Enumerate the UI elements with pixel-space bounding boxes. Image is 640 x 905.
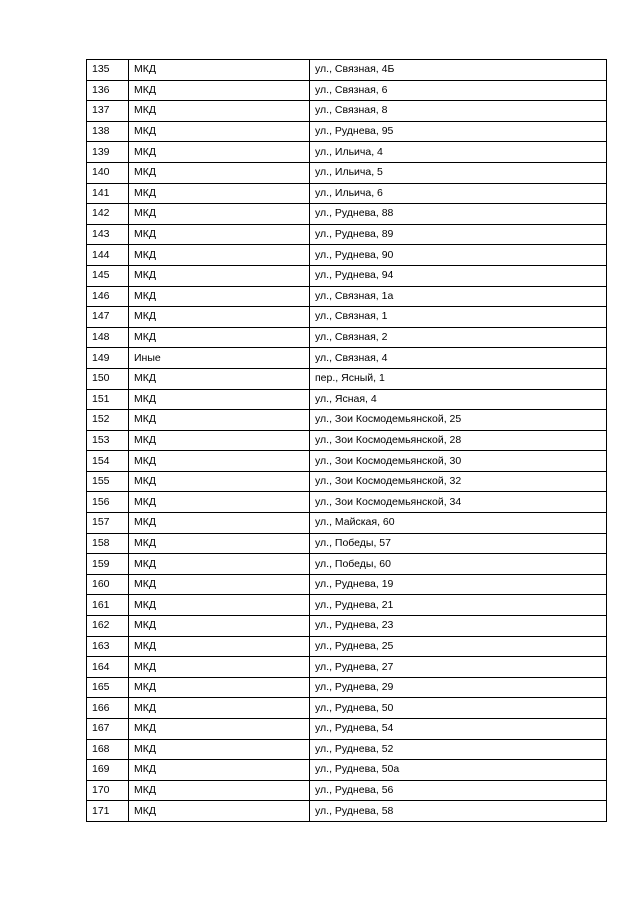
table-row <box>87 636 607 657</box>
object-type-cell: МКД <box>129 183 310 204</box>
object-type-cell: МКД <box>129 492 310 513</box>
object-type-cell: МКД <box>129 595 310 616</box>
object-type-cell: МКД <box>129 224 310 245</box>
row-number-cell: 143 <box>87 224 129 245</box>
object-type-cell: МКД <box>129 80 310 101</box>
table-row <box>87 80 607 101</box>
object-type-cell: МКД <box>129 657 310 678</box>
table-row <box>87 224 607 245</box>
row-number-cell: 135 <box>87 60 129 81</box>
row-number-cell: 140 <box>87 162 129 183</box>
object-type-cell: МКД <box>129 636 310 657</box>
table-row <box>87 142 607 163</box>
table-row <box>87 286 607 307</box>
object-type-cell: МКД <box>129 513 310 534</box>
table-row <box>87 368 607 389</box>
table-row <box>87 574 607 595</box>
object-type-cell: МКД <box>129 471 310 492</box>
row-number-cell: 145 <box>87 265 129 286</box>
address-cell: ул., Связная, 4Б <box>310 60 607 81</box>
address-cell: ул., Связная, 1 <box>310 307 607 328</box>
table-row <box>87 698 607 719</box>
object-type-cell: МКД <box>129 451 310 472</box>
table-row <box>87 554 607 575</box>
address-cell: ул., Победы, 60 <box>310 554 607 575</box>
object-type-cell: МКД <box>129 245 310 266</box>
row-number-cell: 154 <box>87 451 129 472</box>
address-cell: ул., Зои Космодемьянской, 28 <box>310 430 607 451</box>
address-cell: ул., Руднева, 95 <box>310 121 607 142</box>
table-row <box>87 60 607 81</box>
table-row <box>87 348 607 369</box>
address-cell: ул., Руднева, 50 <box>310 698 607 719</box>
row-number-cell: 138 <box>87 121 129 142</box>
table-row <box>87 307 607 328</box>
object-type-cell: МКД <box>129 101 310 122</box>
table-row <box>87 739 607 760</box>
table-row <box>87 780 607 801</box>
row-number-cell: 155 <box>87 471 129 492</box>
row-number-cell: 162 <box>87 616 129 637</box>
row-number-cell: 139 <box>87 142 129 163</box>
address-cell: ул., Ильича, 6 <box>310 183 607 204</box>
table-row <box>87 595 607 616</box>
object-type-cell: МКД <box>129 327 310 348</box>
row-number-cell: 159 <box>87 554 129 575</box>
row-number-cell: 166 <box>87 698 129 719</box>
row-number-cell: 149 <box>87 348 129 369</box>
object-type-cell: МКД <box>129 142 310 163</box>
table-row <box>87 471 607 492</box>
table-row <box>87 451 607 472</box>
address-cell: ул., Ильича, 4 <box>310 142 607 163</box>
table-row <box>87 327 607 348</box>
row-number-cell: 156 <box>87 492 129 513</box>
row-number-cell: 170 <box>87 780 129 801</box>
row-number-cell: 141 <box>87 183 129 204</box>
row-number-cell: 157 <box>87 513 129 534</box>
address-cell: ул., Руднева, 52 <box>310 739 607 760</box>
object-type-cell: МКД <box>129 265 310 286</box>
table-row <box>87 265 607 286</box>
address-cell: ул., Руднева, 58 <box>310 801 607 822</box>
address-cell: ул., Руднева, 56 <box>310 780 607 801</box>
table-row <box>87 245 607 266</box>
address-table-body <box>87 60 607 822</box>
object-type-cell: МКД <box>129 554 310 575</box>
table-row <box>87 719 607 740</box>
address-cell: ул., Связная, 2 <box>310 327 607 348</box>
table-row <box>87 533 607 554</box>
table-row <box>87 162 607 183</box>
address-table <box>86 59 607 822</box>
object-type-cell: МКД <box>129 574 310 595</box>
table-row <box>87 183 607 204</box>
address-cell: ул., Руднева, 89 <box>310 224 607 245</box>
row-number-cell: 150 <box>87 368 129 389</box>
table-row <box>87 121 607 142</box>
table-row <box>87 430 607 451</box>
table-row <box>87 801 607 822</box>
address-cell: ул., Руднева, 27 <box>310 657 607 678</box>
row-number-cell: 165 <box>87 677 129 698</box>
address-cell: ул., Руднева, 90 <box>310 245 607 266</box>
address-cell: ул., Зои Космодемьянской, 32 <box>310 471 607 492</box>
row-number-cell: 171 <box>87 801 129 822</box>
object-type-cell: МКД <box>129 368 310 389</box>
object-type-cell: МКД <box>129 389 310 410</box>
row-number-cell: 169 <box>87 760 129 781</box>
address-cell: ул., Руднева, 23 <box>310 616 607 637</box>
table-row <box>87 677 607 698</box>
row-number-cell: 152 <box>87 410 129 431</box>
row-number-cell: 161 <box>87 595 129 616</box>
address-cell: ул., Ясная, 4 <box>310 389 607 410</box>
address-cell: ул., Руднева, 88 <box>310 204 607 225</box>
address-cell: ул., Зои Космодемьянской, 25 <box>310 410 607 431</box>
address-cell: ул., Руднева, 19 <box>310 574 607 595</box>
row-number-cell: 168 <box>87 739 129 760</box>
row-number-cell: 151 <box>87 389 129 410</box>
address-cell: ул., Руднева, 21 <box>310 595 607 616</box>
address-cell: ул., Связная, 1а <box>310 286 607 307</box>
row-number-cell: 158 <box>87 533 129 554</box>
row-number-cell: 167 <box>87 719 129 740</box>
table-row <box>87 657 607 678</box>
table-row <box>87 389 607 410</box>
object-type-cell: МКД <box>129 801 310 822</box>
row-number-cell: 153 <box>87 430 129 451</box>
table-row <box>87 616 607 637</box>
address-cell: ул., Майская, 60 <box>310 513 607 534</box>
table-row <box>87 513 607 534</box>
table-row <box>87 492 607 513</box>
address-cell: ул., Руднева, 50а <box>310 760 607 781</box>
row-number-cell: 136 <box>87 80 129 101</box>
object-type-cell: МКД <box>129 677 310 698</box>
address-cell: ул., Зои Космодемьянской, 34 <box>310 492 607 513</box>
address-cell: ул., Связная, 8 <box>310 101 607 122</box>
row-number-cell: 163 <box>87 636 129 657</box>
object-type-cell: МКД <box>129 760 310 781</box>
object-type-cell: МКД <box>129 533 310 554</box>
address-cell: пер., Ясный, 1 <box>310 368 607 389</box>
object-type-cell: МКД <box>129 121 310 142</box>
row-number-cell: 146 <box>87 286 129 307</box>
object-type-cell: МКД <box>129 780 310 801</box>
object-type-cell: МКД <box>129 286 310 307</box>
address-cell: ул., Руднева, 54 <box>310 719 607 740</box>
object-type-cell: Иные <box>129 348 310 369</box>
object-type-cell: МКД <box>129 60 310 81</box>
address-cell: ул., Руднева, 25 <box>310 636 607 657</box>
address-cell: ул., Ильича, 5 <box>310 162 607 183</box>
object-type-cell: МКД <box>129 698 310 719</box>
row-number-cell: 142 <box>87 204 129 225</box>
address-cell: ул., Связная, 4 <box>310 348 607 369</box>
address-cell: ул., Руднева, 29 <box>310 677 607 698</box>
row-number-cell: 137 <box>87 101 129 122</box>
row-number-cell: 147 <box>87 307 129 328</box>
object-type-cell: МКД <box>129 410 310 431</box>
object-type-cell: МКД <box>129 430 310 451</box>
object-type-cell: МКД <box>129 307 310 328</box>
table-row <box>87 101 607 122</box>
table-row <box>87 204 607 225</box>
address-cell: ул., Связная, 6 <box>310 80 607 101</box>
object-type-cell: МКД <box>129 616 310 637</box>
row-number-cell: 164 <box>87 657 129 678</box>
row-number-cell: 160 <box>87 574 129 595</box>
table-row <box>87 410 607 431</box>
row-number-cell: 148 <box>87 327 129 348</box>
object-type-cell: МКД <box>129 204 310 225</box>
address-cell: ул., Руднева, 94 <box>310 265 607 286</box>
row-number-cell: 144 <box>87 245 129 266</box>
object-type-cell: МКД <box>129 162 310 183</box>
table-row <box>87 760 607 781</box>
address-cell: ул., Зои Космодемьянской, 30 <box>310 451 607 472</box>
address-cell: ул., Победы, 57 <box>310 533 607 554</box>
object-type-cell: МКД <box>129 739 310 760</box>
object-type-cell: МКД <box>129 719 310 740</box>
